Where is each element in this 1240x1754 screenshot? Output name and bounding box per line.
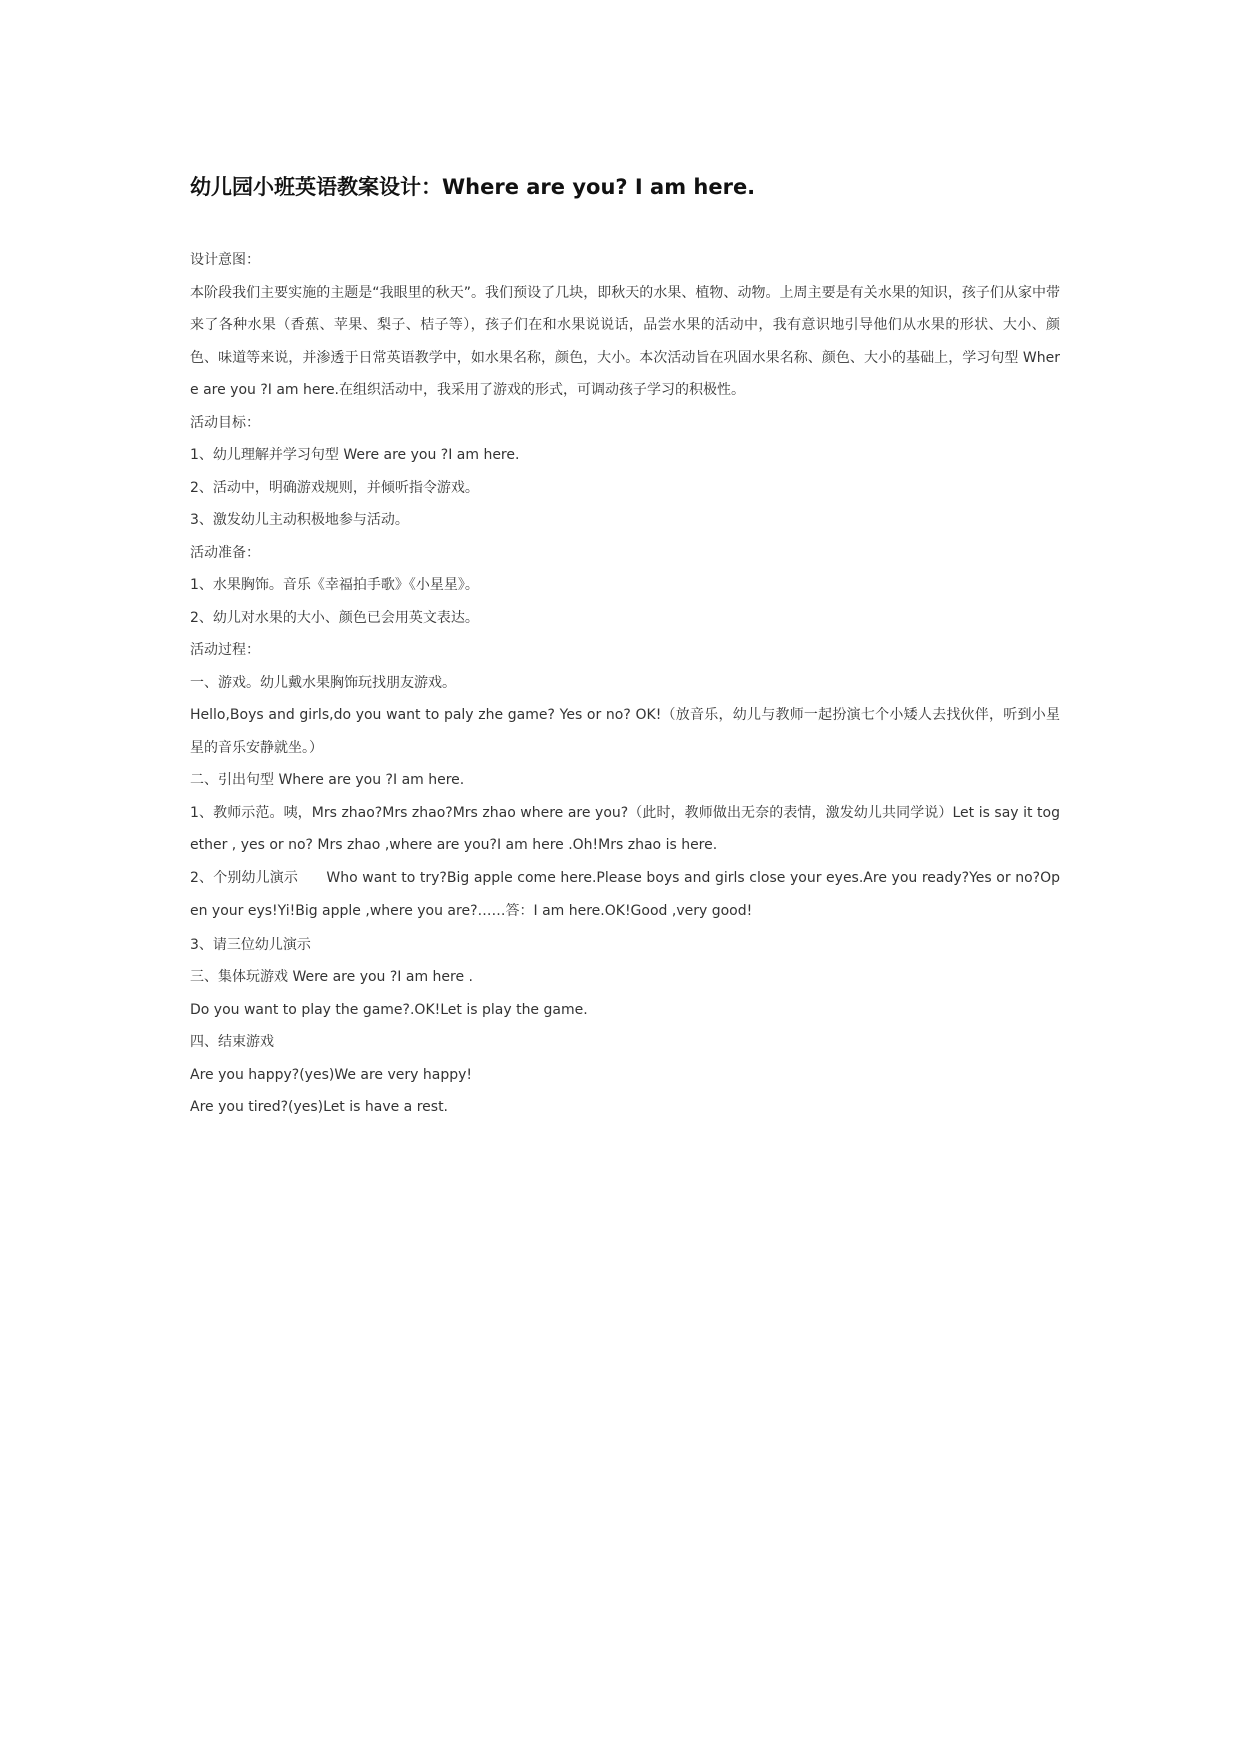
process-paragraph: Hello,Boys and girls,do you want to paly zhe game? Yes or no? OK!（放音乐，幼儿与教师一起扮演七个小矮人去找伙伴，听到小星星的音乐安静就坐。）: [190, 707, 1060, 756]
document-title: 幼儿园小班英语教案设计：Where are you? I am here.: [190, 175, 756, 199]
process-paragraph: 1、教师示范。咦，Mrs zhao?Mrs zhao?Mrs zhao where are you?（此时，教师做出无奈的表情，激发幼儿共同学说）Let is say it together , yes or no? Mrs zhao ,where are you?I am here .Oh!Mrs zhao is here.: [190, 804, 1060, 853]
document-body: [190, 244, 1060, 1124]
process-step-heading: 三、集体玩游戏 Were are you ?I am here .: [190, 969, 473, 985]
process-step-heading: 四、结束游戏: [190, 1034, 274, 1050]
process-paragraph: 2、个别幼儿演示 Who want to try?Big apple come here.Please boys and girls close your eyes.Are you ready?Yes or no?Open your eys!Yi!Big apple ,where you are?……答：I am here.OK!Good ,very good!: [190, 869, 1060, 919]
section-heading-process: 活动过程：: [190, 642, 260, 658]
document-page: [190, 170, 1060, 1124]
process-paragraph: 3、请三位幼儿演示: [190, 936, 311, 953]
section-heading-preparation: 活动准备：: [190, 544, 260, 561]
process-step-heading: 一、游戏。幼儿戴水果胸饰玩找朋友游戏。: [190, 674, 456, 691]
process-step-heading: 二、引出句型 Where are you ?I am here.: [190, 772, 465, 788]
preparation-item: 1、水果胸饰。音乐《幸福拍手歌》《小星星》。: [190, 577, 479, 593]
section-heading-design-intent: 设计意图：: [190, 252, 260, 268]
goal-item: 3、激发幼儿主动积极地参与活动。: [190, 512, 409, 528]
goal-item: 2、活动中，明确游戏规则，并倾听指令游戏。: [190, 479, 479, 496]
preparation-item: 2、幼儿对水果的大小、颜色已会用英文表达。: [190, 609, 479, 626]
design-intent-paragraph: 本阶段我们主要实施的主题是“我眼里的秋天”。我们预设了几块，即秋天的水果、植物、动物。上周主要是有关水果的知识，孩子们从家中带来了各种水果（香蕉、苹果、梨子、桔子等），孩子们在和水果说说话，品尝水果的活动中，我有意识地引导他们从水果的形状、大小、颜色、味道等来说，并渗透于日常英语教学中，如水果名称，颜色，大小。本次活动旨在巩固水果名称、颜色、大小的基础上，学习句型 Where are you ?I am here.在组织活动中，我采用了游戏的形式，可调动孩子学习的积极性。: [190, 284, 1060, 398]
process-paragraph: Do you want to play the game?.OK!Let is play the game.: [190, 1001, 588, 1018]
process-paragraph: Are you happy?(yes)We are very happy!: [190, 1066, 473, 1083]
section-heading-goals: 活动目标：: [190, 414, 260, 431]
process-paragraph: Are you tired?(yes)Let is have a rest.: [190, 1099, 449, 1115]
goal-item: 1、幼儿理解并学习句型 Were are you ?I am here.: [190, 447, 520, 463]
